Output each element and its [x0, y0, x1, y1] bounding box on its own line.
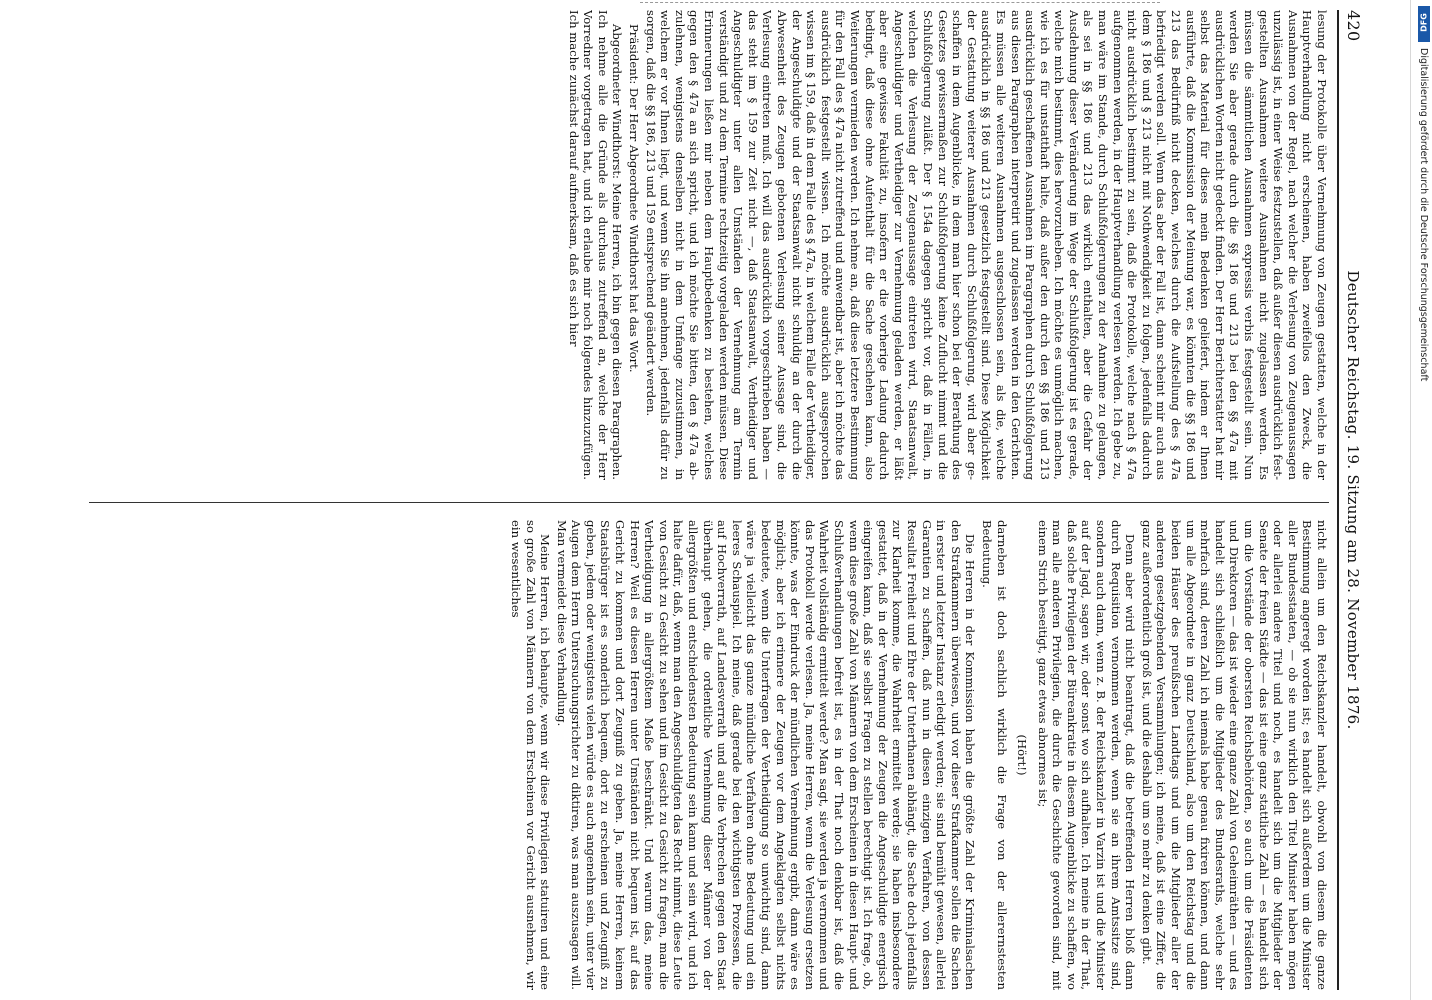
scan-edge [1410, 0, 1411, 1000]
running-title: Deutscher Reichstag. 19. Sitzung am 28. November 1876. [1344, 270, 1362, 730]
dfg-logo [1418, 6, 1430, 42]
page-header [1341, 10, 1365, 990]
column-left [79, 10, 1329, 480]
page-number: 420 [1344, 10, 1363, 42]
column-right [79, 520, 1329, 990]
paragraph: Präsident: Der Herr Abgeordnete Windthorst hat das Wort. [627, 24, 642, 373]
paragraph: nicht allein um den Reichskanzler handelt, obwohl von diesem die ganze Bestimmung angeregt worden ist; es handelt sich außerdem um die Minister aller Bundesstaaten, — ob sie nun wirklich den Titel Minister haben mögen oder allerlei andere Titel und noch, es handelt sich um die Mitglieder der Senate der freien Städte — das ist eine ganz stattliche Zahl — es handelt sich um die Vorstände der obersten Reichsbehörden, so auch um die Präsidenten und Direktoren — das ist wieder eine ganze Zahl von Geheimräthen — und es handelt sich schließlich um die Mitglieder des Bundesraths, welche sehr mehrfach sind, deren Zahl ich niemals habe genau fixiren können, und dann um alle Abgeordnete in ganz Deutschland, also um den Reichstag und die beiden Häuser des preußischen Landtags und um die Mitglieder aller der anderen gesetzgebenden Versammlungen; ich meine, daß ist eine Ziffer, die ganz außerordentlich groß ist, und die deshalb um so mehr zu denken gibt. [1139, 520, 1329, 990]
paragraph: Meine Herren, ich behaupte, wenn wir diese Privilegien statuiren und eine so große Zahl von Männern von dem Erscheinen vor Gericht ausnehmen, wir ein wesentliches [508, 520, 553, 990]
column-divider [89, 502, 1329, 503]
interjection: (Hört!) [1015, 734, 1030, 776]
paragraph: lesung der Protokolle über Vernehmung von Zeugen gestatten, welche in der Hauptverhandlung nicht erscheinen, haben zweifellos den Zweck, die Ausnahmen von der Regel, nach welcher die Verlesung von Zeugenaussagen unzulässig ist, in einer Weise festzustellen, daß außer diesen ausdrücklich festgestellten Ausnahmen weitere Ausnahmen nicht zugelassen werden. Es müssen die sämmtlichen Ausnahmen expressis verbis festgestellt sein. Nun werden Sie aber gerade durch die §§ 186 und 213 bei den §§ 47a mit ausdrücklichen Worten nicht gedeckt finden. Der Herr Berichterstatter hat mir selbst das Material für dieses mein Bedenken geliefert, indem er Ihnen ausführte, daß die Kommission der Meinung war, es könnten die §§ 186 und 213 das Bedürfniß nicht decken, welches durch die Aufstellung des § 47a befriedigt werden soll. Wenn das aber der Fall ist, dann scheint mir auch aus dem § 186 und § 213 nicht mit Nothwendigkeit zu folgen, jedenfalls dadurch nicht ausdrücklich bestimmt zu sein, daß die Protokolle, welche nach § 47a aufgenommen werden, in der Hauptverhandlung verlesen werden. Ich gebe zu, man wäre im Stande, durch Schlußfolgerungen zu der Annahme zu gelangen, als sei in §§ 186 und 213 das wirklich enthalten, aber die Gefahr der Ausdehnung dieser Veränderung im Wege der Schlußfolgerung ist es gerade, welche mich bestimmt, dies hervorzuheben. Ich möchte es unmöglich machen, wie ich es für unstatthaft halte, daß außer den durch den §§ 186 und 213 ausdrücklich geschaffenen Ausnahmen im Paragraphen durch Schlußfolgerung aus diesen Paragraphen interpretirt und zugelassen werden in den Gerichten. Es müssen alle weiteren Ausnahmen ausgeschlossen sein, als die, welche ausdrücklich in §§ 186 und 213 gesetzlich festgestellt sind. Diese Möglichkeit der Gestattung weiterer Ausnahmen durch Schlußfolgerung, wird aber geschaffen in dem Augenblicke, in dem man hier schon bei der Berathung des Gesetzes gewissermaßen zur Schlußfolgerung keine Zuflucht nimmt und die Schlußfolgerung zuläßt. Der § 154a dagegen spricht vor, daß in Fällen, in welchen die Verlesung der Zeugenaussage eintreten wird, Staatsanwalt, Angeschuldigter und Vertheidiger zur Vernehmung geladen werden, er läßt aber eine gewisse Fakultät zu, insofern er die vorherige Ladung dadurch bedingt, daß diese ohne Aufenthalt für die Sache geschehen kann, also Weiterungen vermieden werden. Ich nehme an, daß diese letztere Bestimmung für den Fall des § 47a nicht zutreffend und anwendbar ist, aber ich möchte das ausdrücklich festgestellt wissen. Ich möchte ausdrücklich ausgesprochen wissen im § 159, daß in dem Falle des § 47a, in welchem Falle der Vertheidiger, der Angeschuldigte und der Staatsanwalt nicht schuldig an der durch die Abwesenheit des Zeugen gebotenen Verlesung seiner Aussage sind, die Verlesung eintreten muß. Ich will das ausdrücklich vorgeschrieben haben — das steht im § 159 zur Zeit nicht —, daß Staatsanwalt, Vertheidiger und Angeschuldigter unter allen Umständen der Vernehmung am Termin verständigt und zu dem Termine rechtzeitig vorgeladen werden müssen. Diese Erinnerungen ließen mir neben dem Hauptbedenken zu bestehen, welches gegen den § 47a an sich spricht, und ich möchte Sie bitten, den § 47a abzulehnen, wenigstens denselben nicht in dem Umfange zuzustimmen, in welchem er vor Ihnen liegt, und wenn Sie ihn annehmen, jedenfalls dafür zu sorgen, daß die §§ 186, 213 und 159 entsprechend geändert werden. [643, 10, 1329, 480]
paragraph: darneben ist doch sachlich wirklich die Frage von der allerernstesten Bedeutung. [979, 520, 1009, 990]
rotated-newspaper-page [65, 10, 1365, 990]
header-rule [1337, 10, 1339, 990]
paragraph: Abgeordneter Windthorst: Meine Herren, ich bin gegen diesen Paragraphen. Ich nehme alle die Gründe als durchaus zutreffend an, welche der Herr Vorredner vorgetragen hat, und ich erlaube mir noch folgendes hinzuzufügen. Ich mache zunächst darauf aufmerksam, daß es sich hier [566, 10, 625, 480]
digitization-note-text: Digitalisierung gefördert durch die Deutsche Forschungsgemeinschaft [1418, 48, 1429, 382]
scan-artifact-line [640, 2, 1160, 3]
dfg-logo-text: DFG [1419, 13, 1429, 32]
digitization-note [1418, 48, 1430, 688]
paragraph: Die Herren in der Kommission haben die größte Zahl der Kriminalsachen den Strafkammern überwiesen, und vor dieser Strafkammer sollen die Sachen in erster und letzter Instanz erledigt werden; sie sind bemüht gewesen, allerlei Garantien zu schaffen, daß nun in diesen einzigen Verfahren, von dessen Resultat Freiheit und Ehre der Unterthanen abhängt, die Sache doch jedenfalls zur Klarheit komme, die Wahrheit ermittelt werde; sie haben insbesondere gestattet, daß in der Vernehmung der Zeugen die Angeschuldigte energisch eingreifen kann, daß sie selbst Fragen zu stellen berechtigt ist. Ich frage, ob, wenn diese große Zahl von Männern von dem Erscheinen in diesen Haupt- und Schlußverhandlungen befreit ist, es in der That noch denkbar ist, daß die Wahrheit vollständig ermittelt werde? Man sagt, sie werden ja vernommen und das Protokoll werde verlesen. Ja, meine Herren, wenn die Verlesung ersetzen könnte, was der Eindruck der mündlichen Vernehmung ergibt, dann wäre es möglich; aber ich erinnere der Zeugen vor dem Angeklagten selbst nichts bedeutete, wenn die Unterfragen der Vertheidigung so unwichtig sind, dann wäre ja vielleicht das ganze mündliche Verfahren ohne Bedeutung und ein leeres Schauspiel. Ich meine, daß gerade bei den wichtigsten Prozessen, die auf Hochverrath, auf Landesverrath und auf die Verbrechen gegen den Staat überhaupt gehen, die ordentliche Vernehmung dieser Männer von der allergrößten und entschiedensten Bedeutung sein kann und sein wird, und ich halte dafür, daß, wenn man den Angeschuldigten das Recht nimmt, diese Leute von Gesicht zu Gesicht zu sehen und im Gesicht zu Gesicht zu fragen, man die Vertheidigung in allergrößtem Maße beschränkt. Und warum das, meine Herren? Weil es diesen Herren unter Umständen nicht bequem ist, auf das Gericht zu kommen und dort Zeugniß zu geben. Ja, meine Herren, keinem Staatsbürger ist es sonderlich bequem, dort zu erscheinen und Zeugniß zu geben, jedem oder wenigstens vielen würde es auch angenehm sein, unter vier Augen dem Herrn Untersuchungsrichter zu diktiren, was man auszusagen will. Man vermeidet diese Verhandlung. [554, 520, 978, 990]
paragraph: Denn aber wird nicht beantragt, daß die betreffenden Herren bloß dann durch Requisition vernommen werden, wenn sie an ihrem Amtssitze sind, sondern auch dann, wenn z. B. der Reichskanzler in Varzin ist und die Minister auf der Jagd, sagen wir, oder sonst wo sich aufhalten. Ich meine in der That, daß solche Privilegien der Büreankratie in diesem Augenblicke zu schaffen, wo man alle anderen Privilegien, die durch die Geschichte geworden sind, mit einem Strich beseitigt, ganz etwas abnormes ist; [1035, 520, 1138, 990]
